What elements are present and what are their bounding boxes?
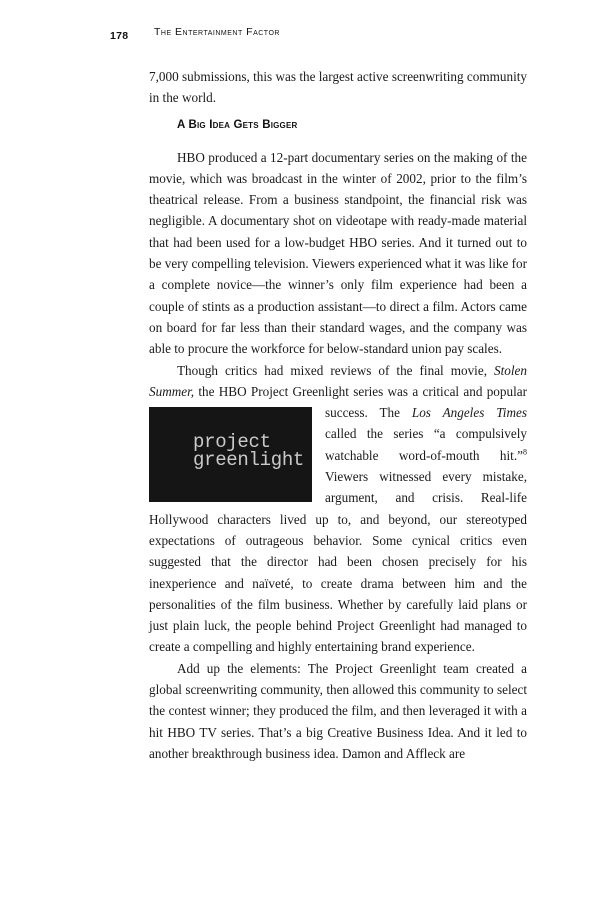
logo-line-2: greenlight	[193, 449, 305, 472]
logo-wordmark	[165, 431, 305, 472]
paragraph-critics	[149, 360, 527, 658]
film-title: Stolen Summer,	[149, 362, 527, 399]
paragraph-intro: 7,000 submissions, this was the largest active screenwriting community in the world.	[149, 69, 527, 106]
page-number: 178	[110, 30, 129, 42]
newspaper-name: Los Angeles Times	[411, 405, 527, 421]
section-subhead: A Big Idea Gets Bigger	[177, 118, 298, 131]
paragraph-add-up: Add up the elements: The Project Greenlight team created a global screenwriting community, then allowed this community to select the contest winner; they produced the film, and then leveraged it with a hit HBO TV series. That’s a big Creative Business Idea. And it led to another breakthrough business idea. Damon and Affleck are	[149, 660, 527, 761]
critics-text-1: Though critics had mixed reviews of the final movie,	[177, 362, 495, 378]
running-head: The Entertainment Factor	[154, 26, 280, 38]
critics-text-2: the HBO Project Greenlight series was a critical and popular success. The	[194, 383, 527, 421]
footnote-ref: 8	[523, 447, 527, 457]
project-greenlight-logo-image	[149, 407, 312, 502]
body-text	[149, 66, 527, 764]
critics-text-3: called the series “a compulsively watchable word-of-mouth hit.”	[325, 426, 527, 463]
page-header	[110, 26, 280, 44]
paragraph-hbo: HBO produced a 12-part documentary series on the making of the movie, which was broadcast in the winter of 2002, prior to the film’s theatrical release. From a business standpoint, the financial risk was negligible. A documentary shot on videotape with ready-made material that had been used for a low-budget HBO series. And it turned out to be very compelling television. Viewers experienced what it was like for a complete novice—the winner’s only film experience had been a couple of stints as a production assistant—to direct a film. Actors came on board for far less than their standard wages, and the company was able to procure the workforce for below-standard union pay scales.	[149, 149, 527, 357]
logo-line-1: project	[193, 431, 271, 454]
critics-text-4: Viewers witnessed every mistake, argument, and crisis. Real-life Hollywood characters lived up to, and beyond, our stereotyped expectations of outrageous behavior. Some cynical critics even suggested that the director had been chosen precisely for his inexperience and naïveté, to create drama between him and the personalities of the film business. Whether by carefully laid plans or just plain luck, the people behind Project Greenlight had managed to create a compelling and highly entertaining brand experience.	[149, 469, 527, 655]
